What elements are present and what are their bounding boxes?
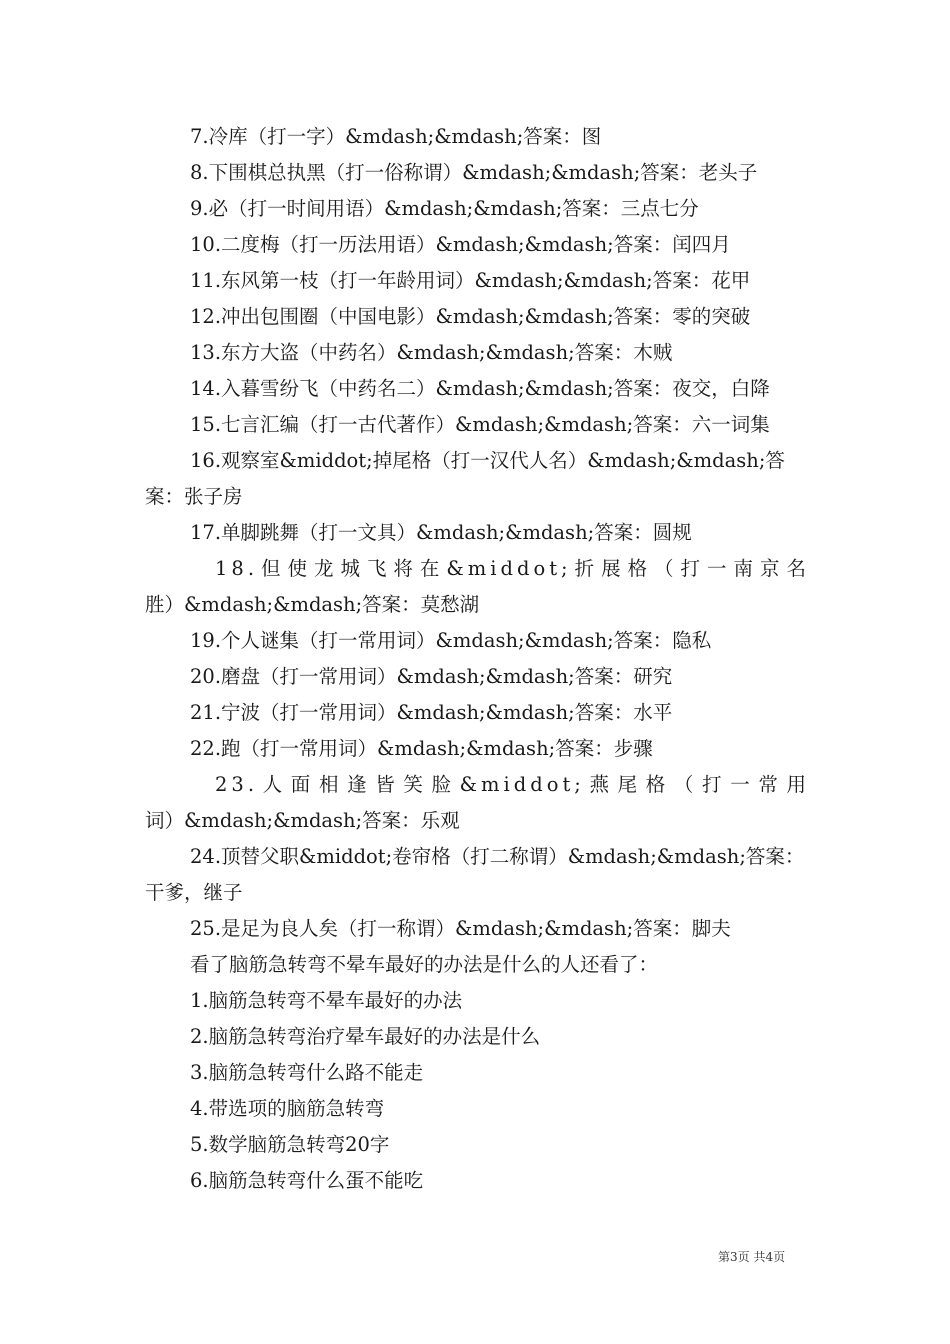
related-link[interactable]: 4.带选项的脑筋急转弯 [190,1097,385,1120]
page-number: 第3页 共4页 [718,1250,786,1264]
riddle-line-continuation: 干爹，继子 [145,881,243,904]
related-link[interactable]: 2.脑筋急转弯治疗晕车最好的办法是什么 [190,1025,541,1048]
document-body [145,119,810,1199]
riddle-line: 7.冷库（打一字）&mdash;&mdash;答案：图 [190,125,602,148]
riddle-line: 24.顶替父职&middot;卷帘格（打二称谓）&mdash;&mdash;答案： [190,845,805,868]
related-heading: 看了脑筋急转弯不晕车最好的办法是什么的人还看了： [190,953,659,976]
riddle-line: 14.入暮雪纷飞（中药名二）&mdash;&mdash;答案：夜交，白降 [190,377,770,400]
riddle-line: 10.二度梅（打一历法用语）&mdash;&mdash;答案：闰四月 [190,233,731,256]
riddle-line: 20.磨盘（打一常用词）&mdash;&mdash;答案：研究 [190,665,673,688]
related-link[interactable]: 1.脑筋急转弯不晕车最好的办法 [190,989,463,1012]
riddle-line: 11.东风第一枝（打一年龄用词）&mdash;&mdash;答案：花甲 [190,269,751,292]
riddle-line: 19.个人谜集（打一常用词）&mdash;&mdash;答案：隐私 [190,629,712,652]
riddle-line: 22.跑（打一常用词）&mdash;&mdash;答案：步骤 [190,737,653,760]
related-link[interactable]: 3.脑筋急转弯什么路不能走 [190,1061,424,1084]
riddle-line: 21.宁波（打一常用词）&mdash;&mdash;答案：水平 [190,701,673,724]
riddle-line: 25.是足为良人矣（打一称谓）&mdash;&mdash;答案：脚夫 [190,917,731,940]
related-link[interactable]: 6.脑筋急转弯什么蛋不能吃 [190,1169,424,1192]
riddle-line-continuation: 词）&mdash;&mdash;答案：乐观 [145,809,460,832]
related-link[interactable]: 5.数学脑筋急转弯20字 [190,1133,390,1156]
riddle-line: 9.必（打一时间用语）&mdash;&mdash;答案：三点七分 [190,197,699,220]
riddle-line: 23.人面相逢皆笑脸&middot;燕尾格（打一常用 [215,773,810,796]
riddle-line-continuation: 胜）&mdash;&mdash;答案：莫愁湖 [145,593,480,616]
riddle-line: 13.东方大盗（中药名）&mdash;&mdash;答案：木贼 [190,341,673,364]
riddle-line: 18.但使龙城飞将在&middot;折展格（打一南京名 [215,557,810,580]
riddle-line: 17.单脚跳舞（打一文具）&mdash;&mdash;答案：圆规 [190,521,692,544]
riddle-line: 12.冲出包围圈（中国电影）&mdash;&mdash;答案：零的突破 [190,305,751,328]
riddle-line: 15.七言汇编（打一古代著作）&mdash;&mdash;答案：六一词集 [190,413,770,436]
riddle-line: 16.观察室&middot;掉尾格（打一汉代人名）&mdash;&mdash;答 [190,449,785,472]
riddle-line-continuation: 案：张子房 [145,485,243,508]
riddle-line: 8.下围棋总执黑（打一俗称谓）&mdash;&mdash;答案：老头子 [190,161,758,184]
